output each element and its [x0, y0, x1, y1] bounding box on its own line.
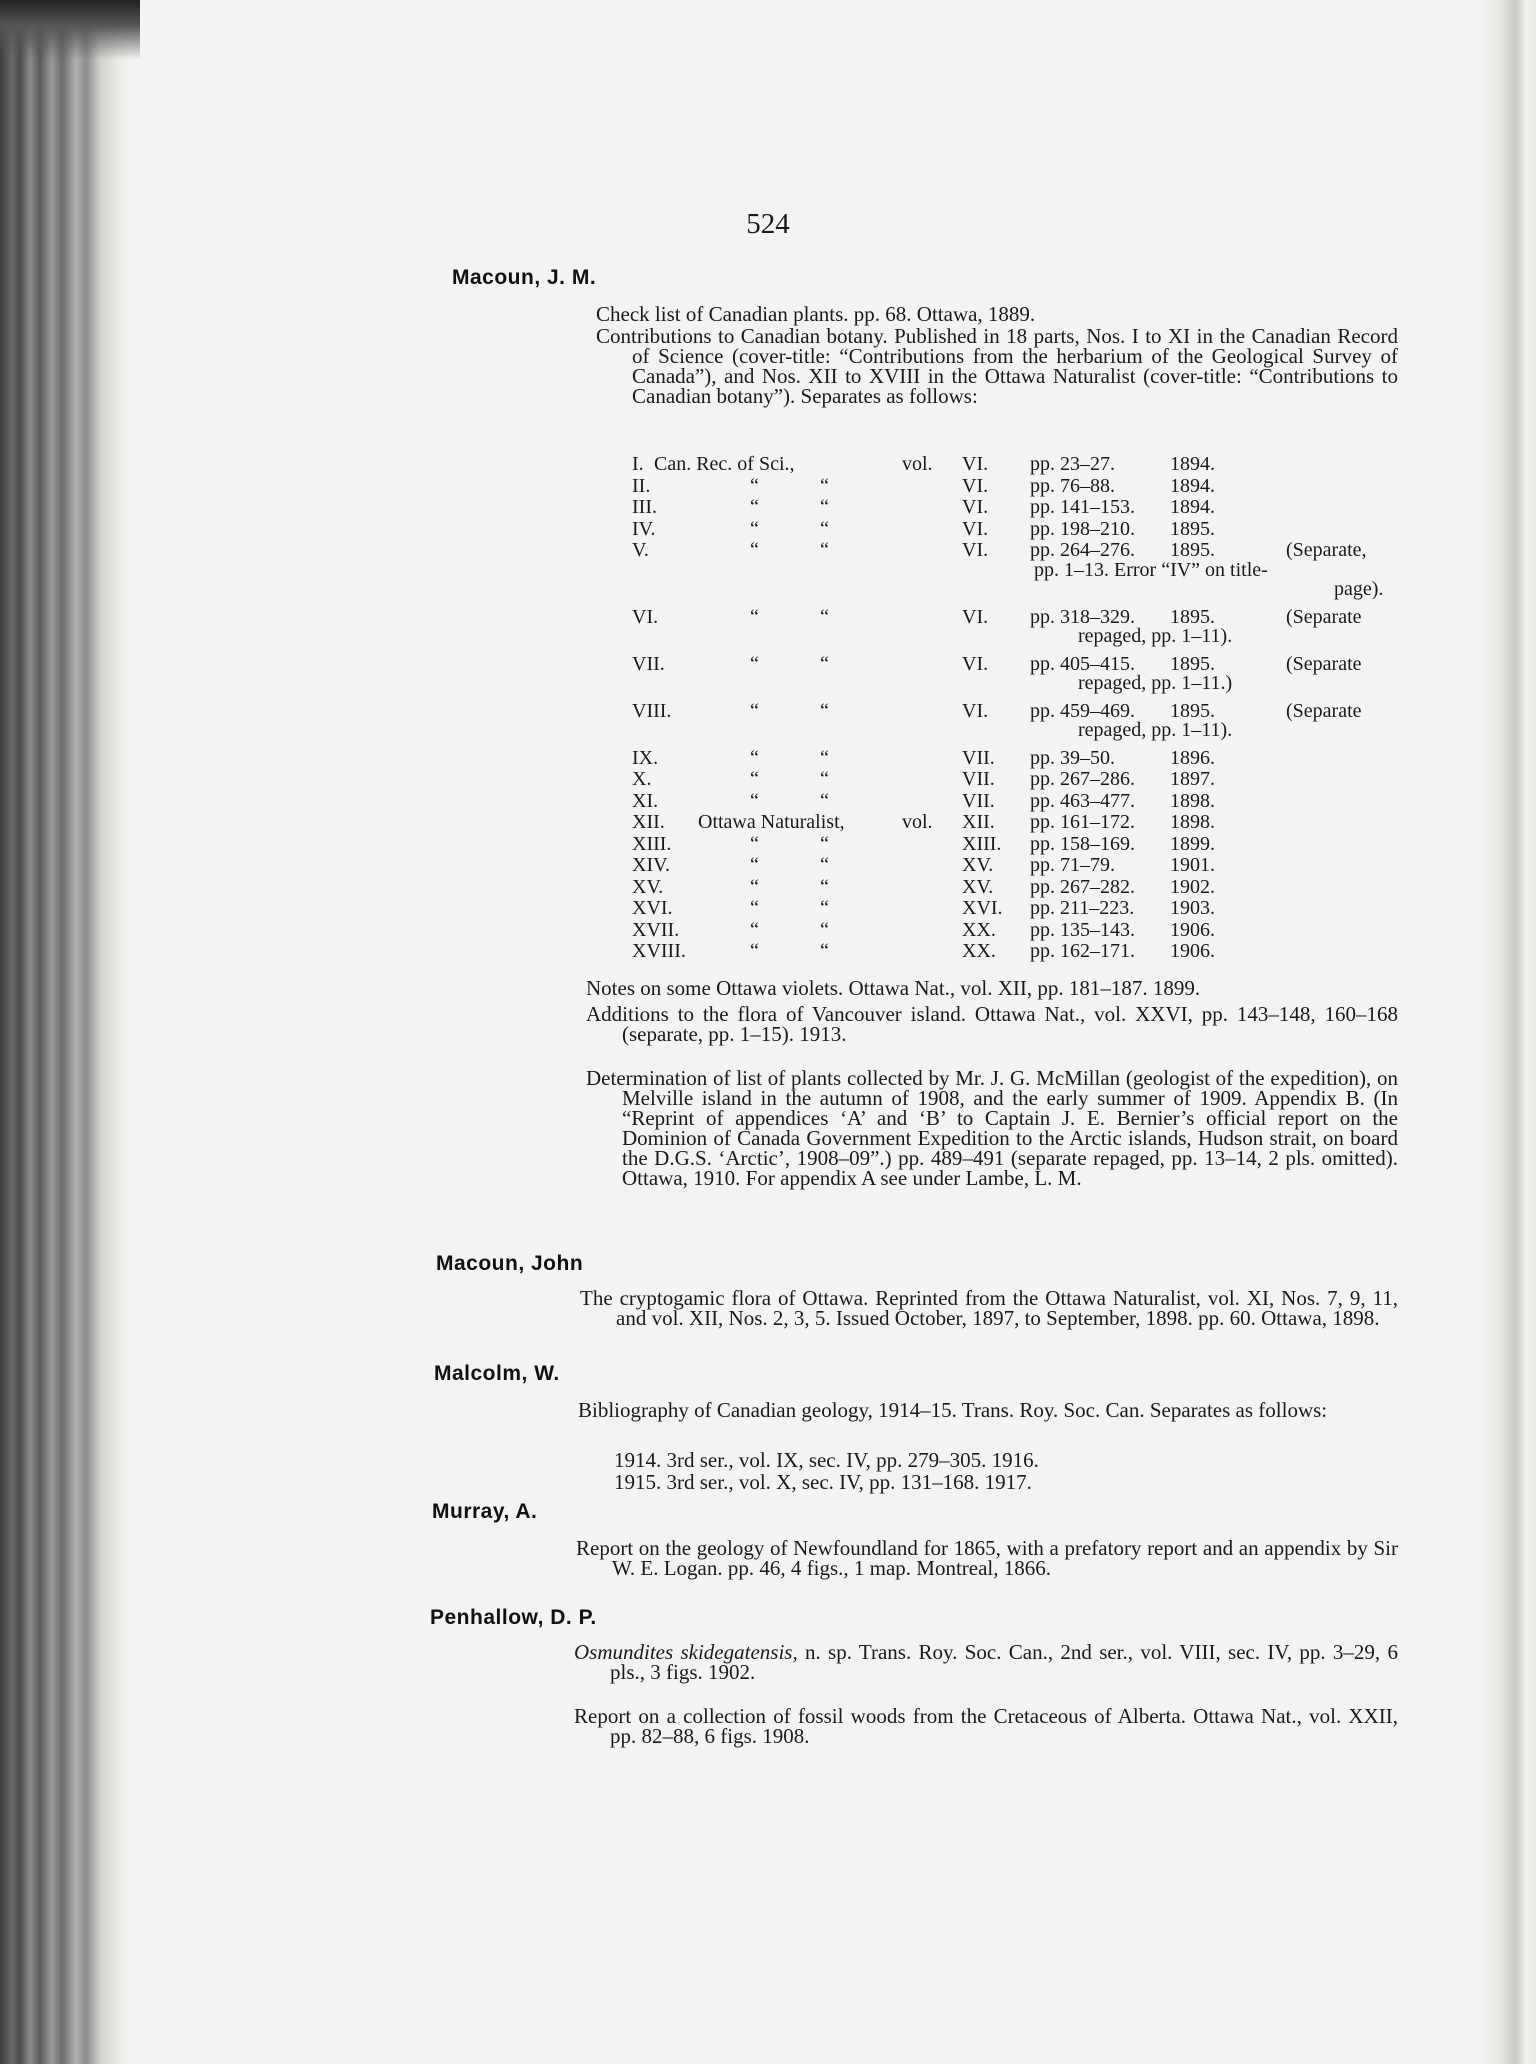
separate-ditto2: “	[820, 652, 829, 675]
separate-pages: pp. 267–282.	[1030, 875, 1135, 898]
separate-vol: XV.	[962, 854, 994, 876]
bibliography-entry: Report on a collection of fossil woods from the Cretaceous of Alberta. Ottawa Nat., vol. XXII, pp. 82–88, 6 figs. 1908.	[574, 1704, 1398, 1748]
separate-pages: pp. 71–79.	[1030, 854, 1115, 876]
separate-year: 1899.	[1170, 832, 1215, 855]
separate-pages: pp. 135–143.	[1030, 918, 1135, 941]
separate-vol: XX.	[962, 940, 996, 962]
separate-year: 1895.	[1170, 699, 1215, 722]
separate-no: X.	[632, 768, 652, 790]
separate-year: 1906.	[1170, 940, 1215, 962]
separate-year: 1906.	[1170, 918, 1215, 941]
bibliography-entry: Bibliography of Canadian geology, 1914–15. Trans. Roy. Soc. Can. Separates as follows:	[578, 1398, 1328, 1422]
bibliography-entry: Osmundites skidegatensis, n. sp. Trans. Roy. Soc. Can., 2nd ser., vol. VIII, sec. IV, pp. 3–29, 6 pls., 3 figs. 1902.	[574, 1640, 1398, 1684]
separate-ditto2: “	[820, 940, 829, 962]
separate-no: IV.	[632, 517, 656, 540]
separate-year: 1895.	[1170, 517, 1215, 540]
separate-ditto2: “	[820, 832, 829, 855]
separate-pages: pp. 459–469.	[1030, 699, 1135, 722]
separate-pages: pp. 23–27.	[1030, 453, 1115, 475]
separate-row	[632, 940, 1392, 960]
separate-ditto1: “	[750, 746, 759, 769]
bibliography-entry: Check list of Canadian plants. pp. 68. Ottawa, 1889.	[596, 302, 1036, 326]
separate-pages: pp. 158–169.	[1030, 832, 1135, 855]
separate-ditto1: “	[750, 768, 759, 790]
separate-row	[632, 768, 1392, 788]
separate-pages: pp. 211–223.	[1030, 897, 1135, 919]
separate-row	[632, 833, 1392, 853]
separate-year: 1894.	[1170, 453, 1215, 475]
separate-vol: VII.	[962, 789, 995, 812]
separate-series: Can. Rec. of Sci.,	[654, 453, 795, 475]
separate-ditto2: “	[820, 517, 829, 540]
separate-vol: XX.	[962, 918, 996, 941]
separate-series: Ottawa Naturalist,	[698, 811, 845, 833]
separate-no: XV.	[632, 875, 664, 898]
separate-ditto2: “	[820, 918, 829, 941]
separate-ditto2: “	[820, 768, 829, 790]
separate-ditto1: “	[750, 539, 759, 561]
separate-no: XI.	[632, 789, 659, 812]
separate-line: 1915. 3rd ser., vol. X, sec. IV, pp. 131–168. 1917.	[614, 1470, 1032, 1494]
separate-vol: XII.	[962, 811, 995, 833]
bibliography-entry: Determination of list of plants collected by Mr. J. G. McMillan (geologist of the expedition), on Melville island in the autumn of 1908, and the early summer of 1909. Appendix B. (In “Reprint of appendices ‘A’ and ‘B’ to Captain J. E. Bernier’s official report on the Dominion of Canada Government Expedition to the Arctic islands, Hudson strait, on board the D.G.S. ‘Arctic’, 1908–09”.) pp. 489–491 (separate repaged, pp. 13–14, 2 pls. omitted). Ottawa, 1910. For appendix A see under Lambe, L. M.	[586, 1066, 1398, 1190]
separate-year: 1896.	[1170, 746, 1215, 769]
separate-note: (Separate,	[1286, 539, 1367, 561]
separate-vol: VI.	[962, 474, 989, 497]
separate-no: XII.	[632, 811, 665, 833]
separate-no: XVI.	[632, 897, 673, 919]
separate-pages: pp. 39–50.	[1030, 746, 1115, 769]
separate-pages: pp. 198–210.	[1030, 517, 1135, 540]
separate-vol: XIII.	[962, 832, 1002, 855]
bibliography-entry: Contributions to Canadian botany. Published in 18 parts, Nos. I to XI in the Canadian Record of Science (cover-title: “Contributions from the herbarium of the Geological Survey of Canada”), and Nos. XII to XVIII in the Ottawa Naturalist (cover-title: “Contributions to Canadian botany”). Separates as follows:	[596, 324, 1398, 408]
separate-line: 1914. 3rd ser., vol. IX, sec. IV, pp. 279–305. 1916.	[614, 1448, 1039, 1472]
separate-ditto1: “	[750, 897, 759, 919]
separate-vol: VI.	[962, 539, 989, 561]
separate-no: XVIII.	[632, 940, 686, 962]
separate-ditto1: “	[750, 496, 759, 518]
separate-year: 1895.	[1170, 652, 1215, 675]
separate-pages: pp. 161–172.	[1030, 811, 1135, 833]
separate-ditto1: “	[750, 605, 759, 628]
separate-ditto1: “	[750, 652, 759, 675]
separate-no: IX.	[632, 746, 659, 769]
separate-no: V.	[632, 539, 649, 561]
separate-vol: VII.	[962, 746, 995, 769]
taxon-name: Osmundites skidegatensis,	[574, 1640, 798, 1664]
separate-note: (Separate	[1286, 605, 1362, 628]
separate-vol: VII.	[962, 768, 995, 790]
separate-vol: VI.	[962, 699, 989, 722]
separate-no: XVII.	[632, 918, 680, 941]
separate-row	[632, 790, 1392, 810]
separate-row	[632, 747, 1392, 767]
separate-no: III.	[632, 496, 657, 518]
separate-vol: VI.	[962, 496, 989, 518]
separate-row	[632, 496, 1392, 516]
author-heading: Macoun, John	[436, 1252, 584, 1275]
separate-row	[632, 811, 1392, 831]
bibliography-entry: The cryptogamic flora of Ottawa. Reprinted from the Ottawa Naturalist, vol. XI, Nos. 7, 9, 11, and vol. XII, Nos. 2, 3, 5. Issued October, 1897, to September, 1898. pp. 60. Ottawa, 1898.	[580, 1286, 1398, 1330]
separate-ditto1: “	[750, 789, 759, 812]
separate-vol: VI.	[962, 453, 989, 475]
separate-year: 1897.	[1170, 768, 1215, 790]
separate-pages: pp. 162–171.	[1030, 940, 1135, 962]
separate-vol-label: vol.	[902, 811, 933, 833]
separate-ditto2: “	[820, 854, 829, 876]
separate-vol: XVI.	[962, 897, 1003, 919]
separate-row	[632, 700, 1392, 720]
separate-ditto1: “	[750, 854, 759, 876]
separate-row	[632, 919, 1392, 939]
separate-ditto1: “	[750, 875, 759, 898]
author-heading: Malcolm, W.	[434, 1362, 560, 1385]
separate-year: 1895.	[1170, 539, 1215, 561]
separate-ditto2: “	[820, 539, 829, 561]
separate-vol: VI.	[962, 605, 989, 628]
separate-vol: VI.	[962, 517, 989, 540]
author-heading: Murray, A.	[432, 1500, 538, 1523]
separate-note-continuation: pp. 1–13. Error “IV” on title-	[1034, 558, 1268, 581]
separate-ditto2: “	[820, 605, 829, 628]
separate-year: 1895.	[1170, 605, 1215, 628]
separate-pages: pp. 267–286.	[1030, 768, 1135, 790]
separate-row	[632, 606, 1392, 626]
separate-ditto1: “	[750, 832, 759, 855]
separate-year: 1898.	[1170, 789, 1215, 812]
separate-year: 1898.	[1170, 811, 1215, 833]
separate-ditto1: “	[750, 918, 759, 941]
separate-note-continuation: repaged, pp. 1–11.)	[1078, 672, 1233, 694]
separate-vol: VI.	[962, 652, 989, 675]
separate-pages: pp. 405–415.	[1030, 652, 1135, 675]
separate-ditto2: “	[820, 496, 829, 518]
page-number: 524	[746, 208, 790, 240]
separate-note-continuation: repaged, pp. 1–11).	[1078, 625, 1233, 647]
separate-pages: pp. 318–329.	[1030, 605, 1135, 628]
separate-row	[632, 897, 1392, 917]
separate-ditto1: “	[750, 517, 759, 540]
separate-row	[632, 854, 1392, 874]
separate-no: I.	[632, 453, 644, 475]
separate-no: VI.	[632, 605, 659, 628]
separate-no: XIII.	[632, 832, 672, 855]
separate-vol-label: vol.	[902, 453, 933, 475]
separate-ditto2: “	[820, 789, 829, 812]
separate-pages: pp. 141–153.	[1030, 496, 1135, 518]
separate-year: 1894.	[1170, 496, 1215, 518]
separate-row	[632, 653, 1392, 673]
separate-note: (Separate	[1286, 652, 1362, 675]
separate-ditto2: “	[820, 746, 829, 769]
author-heading: Penhallow, D. P.	[430, 1606, 597, 1629]
separate-year: 1902.	[1170, 875, 1215, 898]
separate-note: (Separate	[1286, 699, 1362, 722]
separate-ditto1: “	[750, 940, 759, 962]
separate-pages: pp. 264–276.	[1030, 539, 1135, 561]
separate-row	[632, 876, 1392, 896]
separate-no: VIII.	[632, 699, 672, 722]
separate-note-continuation: repaged, pp. 1–11).	[1078, 719, 1233, 741]
separate-row	[632, 453, 1392, 473]
separate-row	[632, 518, 1392, 538]
separate-no: II.	[632, 474, 651, 497]
separate-ditto2: “	[820, 875, 829, 898]
separate-ditto2: “	[820, 474, 829, 497]
separate-ditto1: “	[750, 699, 759, 722]
separate-no: VII.	[632, 652, 665, 675]
separate-year: 1894.	[1170, 474, 1215, 497]
separate-row	[632, 539, 1392, 559]
separate-vol: XV.	[962, 875, 994, 898]
bibliography-entry: Additions to the flora of Vancouver island. Ottawa Nat., vol. XXVI, pp. 143–148, 160–168 (separate, pp. 1–15). 1913.	[586, 1002, 1398, 1046]
separate-year: 1901.	[1170, 854, 1215, 876]
separate-pages: pp. 463–477.	[1030, 789, 1135, 812]
author-heading: Macoun, J. M.	[452, 266, 597, 289]
separate-row	[632, 475, 1392, 495]
separate-note-continuation: page).	[1334, 578, 1384, 600]
separate-pages: pp. 76–88.	[1030, 474, 1115, 497]
bibliography-entry: Report on the geology of Newfoundland for 1865, with a prefatory report and an appendix by Sir W. E. Logan. pp. 46, 4 figs., 1 map. Montreal, 1866.	[576, 1536, 1398, 1580]
separate-ditto2: “	[820, 897, 829, 919]
separate-ditto2: “	[820, 699, 829, 722]
separate-year: 1903.	[1170, 897, 1215, 919]
separate-ditto1: “	[750, 474, 759, 497]
separate-no: XIV.	[632, 854, 670, 876]
bibliography-entry: Notes on some Ottawa violets. Ottawa Nat., vol. XII, pp. 181–187. 1899.	[586, 976, 1201, 1000]
